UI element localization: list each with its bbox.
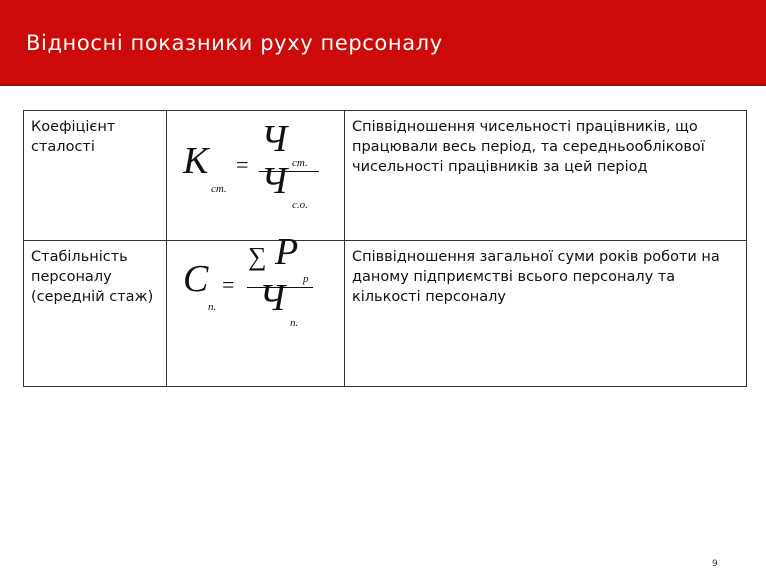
term-cell: Коефіцієнт сталості [24, 111, 167, 241]
formula-numerator-subscript: ст. [292, 157, 308, 169]
formula-denominator-subscript: с.о. [292, 199, 308, 211]
term-cell: Стабільність персоналу (середній стаж) [24, 241, 167, 387]
formula-equals: = [236, 152, 249, 177]
formula-numerator: Р [275, 231, 299, 273]
formula-denominator: Ч [259, 277, 286, 319]
formula-denominator: Ч [261, 160, 288, 202]
table-row [24, 241, 747, 387]
formula-cell [167, 231, 345, 387]
formula-sigma: ∑ [248, 242, 267, 271]
formula-lhs-subscript: п. [208, 301, 217, 313]
formula-lhs-subscript: ст. [211, 183, 227, 195]
description-cell: Співвідношення загальної суми років роботи на даному підприємстві всього персоналу та кількості персоналу [345, 241, 747, 387]
table-row [24, 111, 747, 241]
formula-lhs: С [183, 258, 209, 300]
formula-lhs: К [183, 140, 209, 182]
formula-numerator-subscript: р [303, 273, 309, 285]
slide-title: Відносні показники руху персоналу [26, 31, 443, 55]
indicators-table [23, 110, 747, 387]
slide-header [0, 0, 766, 86]
formula-equals: = [222, 272, 235, 297]
formula-numerator: Ч [261, 118, 288, 160]
page-number: 9 [712, 559, 718, 569]
description-cell: Співвідношення чисельності працівників, що працювали весь період, та середньооблікової чисельності працівників за цей період [345, 111, 747, 241]
formula-cell [167, 111, 345, 241]
formula-denominator-subscript: п. [290, 317, 299, 329]
